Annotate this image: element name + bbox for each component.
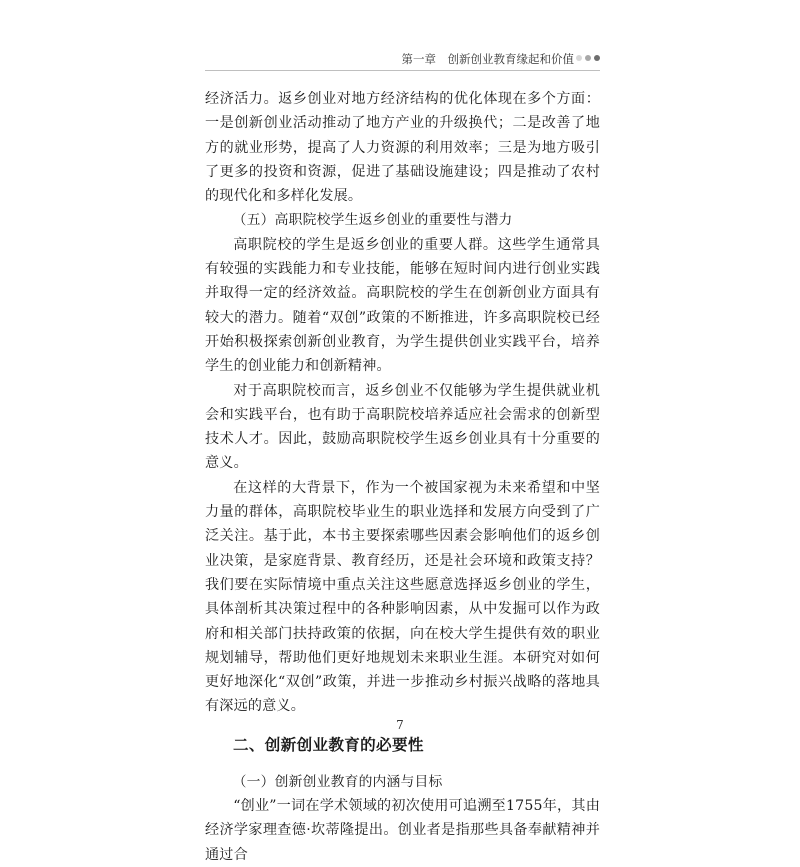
chapter-title: 第一章 创新创业教育缘起和价值 — [401, 52, 574, 66]
subheading-one: （一）创新创业教育的内涵与目标 — [232, 773, 443, 790]
header-dot-light — [576, 55, 582, 61]
body-paragraph: 在这样的大背景下，作为一个被国家视为未来希望和中坚力量的群体，高职院校毕业生的职业选择和发展方向受到了广泛关注。基于此，本书主要探索哪些因素会影响他们的返乡创业决策，是家庭背景、教育经历，还是社会环境和政策支持？我们要在实际情境中重点关注这些愿意选择返乡创业的学生，具体剖析其决策过程中的各种影响因素，从中发掘可以作为政府和相关部门扶持政策的依据，向在校大学生提供有效的职业规划辅导，帮助他们更好地规划未来职业生涯。本研究对如何更好地深化“双创”政策，并进一步推动乡村振兴战略的落地具有深远的意义。 — [205, 479, 600, 715]
body-paragraph: 高职院校的学生是返乡创业的重要人群。这些学生通常具有较强的实践能力和专业技能，能够在短时间内进行创业实践并取得一定的经济效益。高职院校的学生在创新创业方面具有较大的潜力。随着“双创”政策的不断推进，许多高职院校已经开始积极探索创新创业教育，为学生提供创业实践平台，培养学生的创业能力和创新精神。 — [205, 236, 600, 375]
header-rule — [205, 70, 600, 71]
header-dot-dark — [594, 55, 600, 61]
body-paragraph: 对于高职院校而言，返乡创业不仅能够为学生提供就业机会和实践平台，也有助于高职院校培养适应社会需求的创新型技术人才。因此，鼓励高职院校学生返乡创业具有十分重要的意义。 — [205, 382, 600, 472]
page-number: 7 — [396, 718, 404, 732]
body-paragraph-continued: 经济活力。返乡创业对地方经济结构的优化体现在多个方面：一是创新创业活动推动了地方产业的升级换代；二是改善了地方的就业形势，提高了人力资源的利用效率；三是为地方吸引了更多的投资和资源，促进了基础设施建设；四是推动了农村的现代化和多样化发展。 — [205, 91, 600, 205]
body-paragraph: “创业”一词在学术领域的初次使用可追溯至1755年，其由经济学家理查德·坎蒂隆提出。创业者是指那些具备奉献精神并通过合 — [205, 798, 600, 863]
section-heading: 二、创新创业教育的必要性 — [233, 735, 424, 754]
running-header — [205, 50, 600, 68]
page-body — [205, 87, 600, 867]
header-dots-ornament — [576, 55, 600, 63]
header-dot-medium — [585, 55, 591, 61]
subheading-five: （五）高职院校学生返乡创业的重要性与潜力 — [232, 212, 513, 229]
